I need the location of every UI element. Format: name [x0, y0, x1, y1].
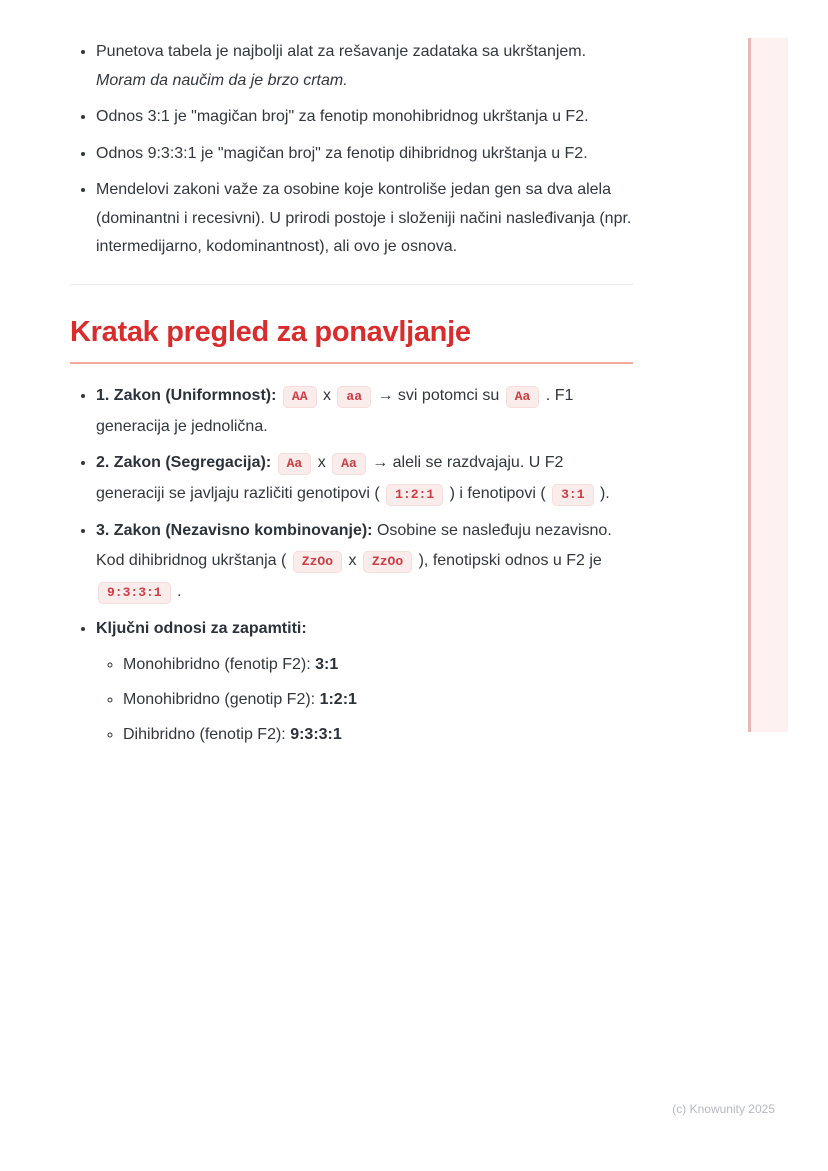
ratio-value: 9:3:3:1: [290, 725, 342, 743]
intro-item: [96, 176, 633, 262]
key-ratio-item: [123, 685, 633, 715]
law-lead: 2. Zakon (Segregacija):: [96, 453, 272, 471]
law-item-3: [96, 516, 633, 608]
ratio-badge: 3:1: [552, 484, 593, 506]
genotype-badge: Aa: [332, 453, 366, 475]
genotype-badge: ZzOo: [363, 551, 412, 573]
intro-item-text: Odnos 3:1 je "magičan broj" za fenotip monohibridnog ukrštanja u F2.: [96, 108, 589, 125]
key-ratios-lead: Ključni odnosi za zapamtiti:: [96, 619, 307, 637]
law-lead: 3. Zakon (Nezavisno kombinovanje):: [96, 521, 373, 539]
section-title: Kratak pregled za ponavljanje: [70, 315, 633, 364]
intro-item: [96, 140, 633, 169]
law-item-1: [96, 381, 633, 442]
cross-operator: x: [348, 551, 357, 569]
ratio-label: Dihibridno (fenotip F2):: [123, 725, 286, 743]
cross-operator: x: [322, 386, 331, 404]
law-text: . F1 generacija je jednolična.: [96, 386, 574, 435]
intro-item-text: Punetova tabela je najbolji alat za rešavanje zadataka sa ukrštanjem.: [96, 43, 587, 60]
key-ratio-item: [123, 650, 633, 680]
law-text: → aleli se razdvajaju. U F2 generaciji se javljaju različiti genotipovi (: [96, 453, 564, 502]
intro-item-note: Moram da naučim da je brzo crtam.: [96, 71, 348, 89]
law-item-2: [96, 448, 633, 510]
genotype-badge: AA: [283, 386, 317, 408]
law-text: ), fenotipski odnos u F2 je: [418, 551, 602, 569]
ratio-label: Monohibridno (fenotip F2):: [123, 655, 311, 673]
intro-item-text: Odnos 9:3:3:1 je "magičan broj" za fenotip dihibridnog ukrštanja u F2.: [96, 144, 588, 162]
ratio-value: 1:2:1: [319, 690, 357, 708]
copyright-text: (c) Knowunity 2025: [672, 1102, 775, 1116]
ratio-badge: 1:2:1: [386, 484, 443, 506]
key-ratios-item: [96, 614, 633, 750]
law-text: ).: [599, 484, 610, 502]
laws-list: [70, 381, 633, 750]
document-content: [70, 0, 633, 756]
key-ratios-list: [96, 650, 633, 750]
law-text: .: [177, 582, 182, 600]
law-text: → svi potomci su: [377, 386, 500, 404]
genotype-badge: Aa: [278, 453, 312, 475]
ratio-value: 3:1: [315, 655, 339, 673]
intro-bullet-list: [70, 38, 633, 262]
ratio-badge: 9:3:3:1: [98, 582, 171, 604]
intro-item-text: Mendelovi zakoni važe za osobine koje kontroliše jedan gen sa dva alela (dominantni i recesivni). U prirodi postoje i složeniji načini nasleđivanja (npr. intermedijarno, kodominantnost), ali ovo je osnova.: [96, 181, 632, 255]
law-lead: 1. Zakon (Uniformnost):: [96, 386, 277, 404]
genotype-badge: aa: [337, 386, 371, 408]
section-divider: [70, 284, 633, 285]
law-text: Osobine se nasleđuju nezavisno. Kod dihibridnog ukrštanja (: [96, 521, 612, 569]
ratio-label: Monohibridno (genotip F2):: [123, 690, 316, 708]
law-text: ) i fenotipovi (: [449, 484, 546, 502]
page-edge-strip: [748, 38, 788, 732]
genotype-badge: ZzOo: [293, 551, 342, 573]
intro-item: [96, 103, 633, 132]
intro-item: [96, 38, 633, 95]
cross-operator: x: [317, 453, 326, 471]
genotype-badge: Aa: [506, 386, 540, 408]
key-ratio-item: [123, 720, 633, 750]
